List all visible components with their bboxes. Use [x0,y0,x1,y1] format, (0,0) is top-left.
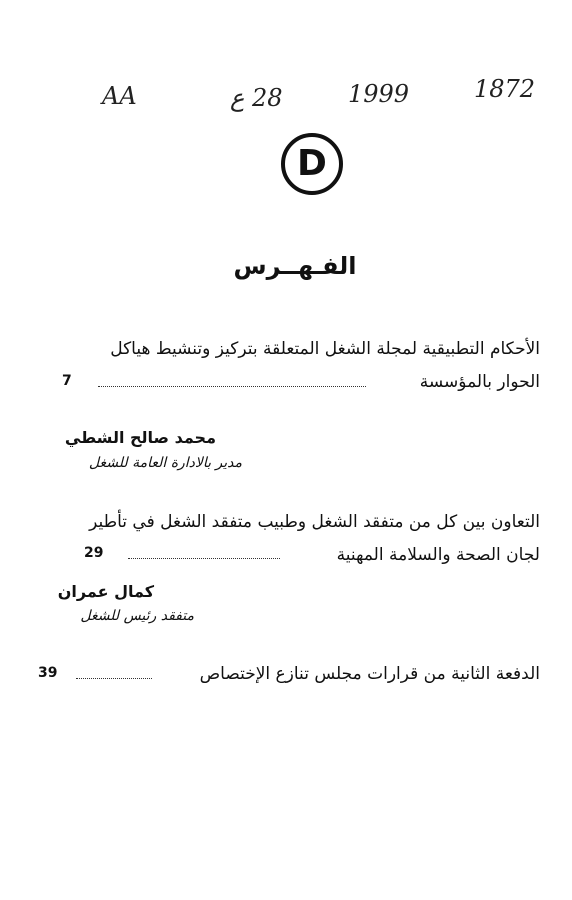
circled-d-logo [281,133,343,195]
handwritten-annotation-right: 1872 [474,75,536,103]
handwritten-annotation-year: 1999 [348,80,410,108]
entry-2-page-number: 29 [84,545,104,561]
entry-2-leader-dots [128,558,280,559]
contents-heading: الفـهــرس [233,252,357,280]
entry-1-author-role: مدير بالادارة العامة للشغل [88,455,242,471]
entry-2-title-line2: لجان الصحة والسلامة المهنية [336,545,540,565]
entry-2-author-role: متفقد رئيس للشغل [80,608,194,624]
entry-1-title-line1: الأحكام التطبيقية لمجلة الشغل المتعلقة بتركيز وتنشيط هياكل [110,339,540,359]
entry-1-leader-dots [98,386,366,387]
handwritten-annotation-left: AA [102,82,137,110]
entry-1-title-line2: الحوار بالمؤسسة [419,372,540,392]
logo-letter: D [297,143,327,184]
entry-1-author: محمد صالح الشطي [64,428,216,447]
entry-2-title-line1: التعاون بين كل من متفقد الشغل وطبيب متفقد الشغل في تأطير [89,512,540,532]
entry-2-author: كمال عمران [57,582,154,601]
entry-1-page-number: 7 [62,373,72,389]
entry-3-title: الدفعة الثانية من قرارات مجلس تنازع الإختصاص [199,664,540,684]
entry-3-leader-dots [76,678,152,679]
entry-3-page-number: 39 [38,665,58,681]
handwritten-annotation-mid: 28 ع [230,84,283,112]
